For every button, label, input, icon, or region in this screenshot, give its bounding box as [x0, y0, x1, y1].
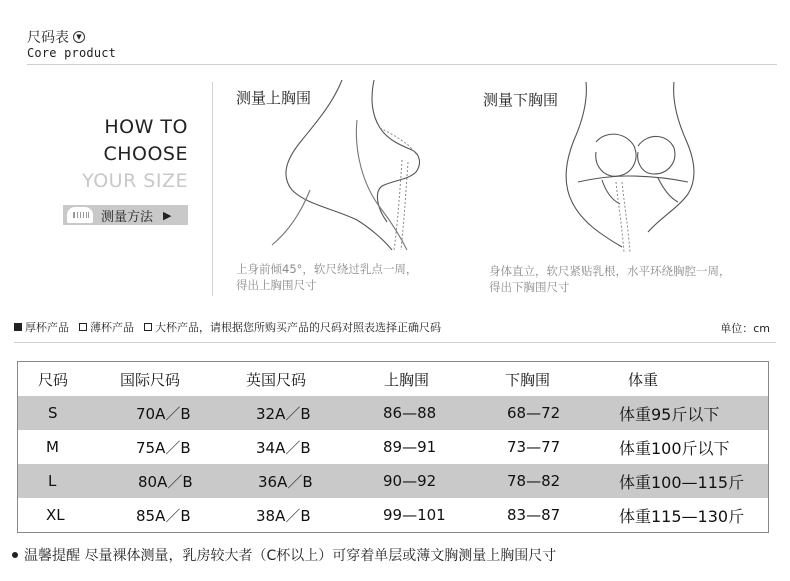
note-thick-label: 厚杯产品: [25, 321, 69, 334]
figure-caption-line-1: 上身前倾45°，软尺绕过乳点一周，: [236, 262, 418, 276]
table-header: 国际尺码: [120, 370, 181, 389]
table-row: [18, 498, 768, 532]
table-cell: 38A／B: [256, 506, 311, 525]
play-arrow-icon: ▶: [163, 208, 172, 222]
empty-square-icon: [79, 323, 87, 331]
figure-title-under-bust: 测量下胸围: [483, 91, 559, 109]
table-cell: 体重100斤以下: [619, 438, 730, 458]
table-cell: 体重95斤以下: [619, 404, 720, 424]
table-row: [18, 396, 768, 430]
table-cell: 90—92: [383, 472, 437, 490]
footnote: [12, 545, 556, 565]
footnote-text: 温馨提醒 尽量裸体测量，乳房较大者（C杯以上）可穿着单层或薄文胸测量上胸围尺寸: [24, 548, 557, 564]
unit-label: 单位：cm: [720, 322, 770, 335]
table-cell: 68—72: [507, 404, 561, 422]
size-table: [17, 361, 769, 533]
section-subtitle: Core product: [27, 46, 117, 60]
table-header: 尺码: [38, 370, 69, 389]
table-cell: 73—77: [507, 438, 561, 456]
table-cell: 89—91: [383, 438, 437, 456]
table-cell: XL: [46, 506, 65, 524]
table-cell: 36A／B: [258, 472, 313, 491]
table-cell: 80A／B: [138, 472, 193, 491]
note-large-cup: [144, 319, 441, 335]
note-thin-label: 薄杯产品: [90, 321, 134, 334]
table-cell: 78—82: [507, 472, 561, 490]
table-header-row: [18, 362, 768, 396]
figure-title-upper-bust: 测量上胸围: [236, 89, 312, 107]
product-notes: [14, 319, 441, 335]
table-cell: M: [46, 438, 59, 456]
table-header: 下胸围: [505, 370, 551, 389]
tape-measure-icon: [67, 207, 93, 223]
table-cell: S: [48, 404, 58, 422]
table-cell: 99—101: [383, 506, 446, 524]
table-row: [18, 464, 768, 498]
note-large-label: 大杯产品，请根据您所购买产品的尺码对照表选择正确尺码: [155, 321, 441, 334]
table-cell: 85A／B: [136, 506, 191, 525]
table-cell: 32A／B: [256, 404, 311, 423]
table-row: [18, 430, 768, 464]
table-cell: 75A／B: [136, 438, 191, 457]
table-cell: 70A／B: [136, 404, 191, 423]
empty-square-icon: [144, 323, 152, 331]
note-thin-cup: [79, 319, 134, 335]
under-bust-illustration: [552, 82, 712, 252]
chevron-down-icon[interactable]: ▼: [73, 31, 85, 43]
filled-square-icon: [14, 323, 22, 331]
table-header: 英国尺码: [246, 370, 307, 389]
divider: [212, 82, 213, 296]
figure-caption-line-2: 得出下胸围尺寸: [489, 280, 570, 294]
section-title: [27, 27, 85, 47]
table-header: 体重: [628, 370, 659, 389]
note-thick-cup: [14, 319, 69, 335]
intro-line-3: YOUR SIZE: [82, 170, 188, 192]
section-title-label: 尺码表: [27, 30, 69, 46]
table-cell: 34A／B: [256, 438, 311, 457]
upper-bust-illustration: [262, 80, 442, 250]
bullet-icon: [12, 552, 18, 558]
divider: [14, 342, 776, 343]
intro-line-1: HOW TO: [104, 116, 188, 138]
table-cell: L: [48, 472, 57, 490]
intro-line-2: CHOOSE: [103, 143, 188, 165]
figure-caption-line-1: 身体直立，软尺紧贴乳根，水平环绕胸腔一周，: [489, 264, 731, 278]
measure-method-label: 测量方法: [101, 209, 154, 225]
table-cell: 83—87: [507, 506, 561, 524]
table-cell: 体重100—115斤: [619, 472, 745, 492]
table-header: 上胸围: [384, 370, 430, 389]
table-cell: 体重115—130斤: [619, 506, 745, 526]
measure-method-button[interactable]: [63, 205, 188, 225]
divider: [27, 64, 777, 65]
table-cell: 86—88: [383, 404, 437, 422]
figure-caption-line-2: 得出上胸围尺寸: [236, 278, 317, 292]
